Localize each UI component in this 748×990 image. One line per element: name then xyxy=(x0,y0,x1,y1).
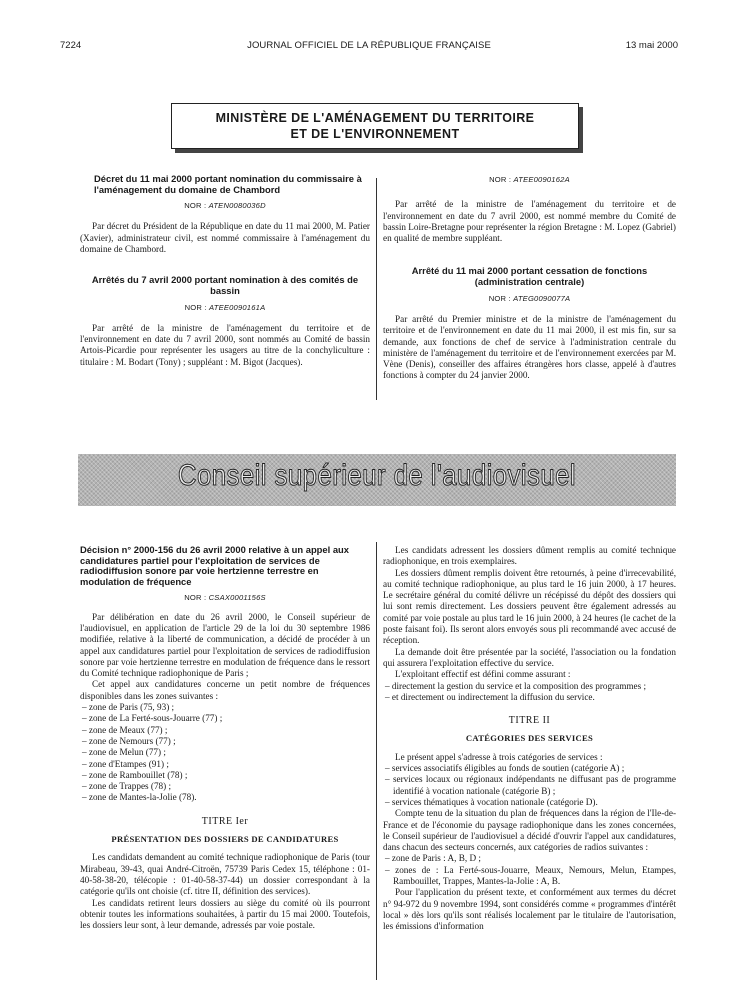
paragraph: Pour l'application du présent texte, et conformément aux termes du décret n° 94-972 du 9 novembre 1994, sont considérés comme « programmes d'intérêt local » dès lors qu'ils sont réalisés localement par le titulaire de l'autorisation, les émissions d'information xyxy=(383,887,676,932)
nor-code: ATEG0090077A xyxy=(513,293,571,303)
ministry-right-column xyxy=(383,174,676,382)
page-number: 7224 xyxy=(60,40,82,51)
paragraph: Les candidats retirent leurs dossiers au siège du comité où ils pourront obtenir toutes les informations souhaitées, à partir du 15 mai 2000. Toutefois, les dossiers leur sont, à leur demande, adressés par voie postale. xyxy=(80,897,370,931)
paragraph: Les candidats demandent au comité technique radiophonique de Paris (tour Mirabeau, 39-43, quai André-Citroën, 75739 Paris Cedex 15, téléphone : 01-40-58-38-20, télécopie : 01-40-58-37-44) un dossier correspondant à la catégorie qu'ils ont choisie (cf. titre II, définition des services). xyxy=(80,852,370,897)
list-item: – directement la gestion du service et la composition des programmes ; xyxy=(385,680,647,691)
decree-body: Par arrêté du Premier ministre et de la ministre de l'aménagement du territoire et de l'environnement en date du 11 mai 2000, il est mis fin, sur sa demande, aux fonctions de chef de service à l'administration centrale du ministère de l'aménagement du territoire et de l'environnement exercées par M. Vène (Denis), conseiller des affaires étrangères hors classe, appelé à d'autres fonctions à compter du 24 janvier 2000. xyxy=(383,313,676,381)
nor-code: ATEE0090162A xyxy=(513,175,570,184)
nor-code: ATEE0090161A xyxy=(209,302,266,312)
csa-left-column xyxy=(80,545,370,931)
csa-section-banner xyxy=(78,454,676,506)
zone-item: – zone de Paris (75, 93) ; xyxy=(82,702,175,713)
zone-category-item: – zones de : La Ferté-sous-Jouarre, Meaux, Nemours, Melun, Etampes, Rambouillet, Trappes, Mantes-la-Jolie : A, B. xyxy=(385,864,676,887)
zone-item: – zone de Trappes (78) ; xyxy=(82,781,172,792)
nor-label: NOR : xyxy=(488,293,511,303)
paragraph: Par délibération en date du 26 avril 2000, le Conseil supérieur de l'audiovisuel, en application de l'article 29 de la loi du 30 septembre 1986 modifiée, relative à la liberté de communication, a décidé de procéder à un appel aux candidatures partiel pour l'exploitation de services de radiodiffusion sonore par voie hertzienne terrestre en modulation de fréquence dans le ressort du Comité technique radiophonique de Paris ; xyxy=(80,611,370,679)
page-header xyxy=(60,40,678,54)
zone-item: – zone de Rambouillet (78) ; xyxy=(82,769,188,780)
titre-subheading: PRÉSENTATION DES DOSSIERS DE CANDIDATURES xyxy=(111,834,339,845)
paragraph: La demande doit être présentée par la société, l'association ou la fondation qui assurera l'exploitation effective du service. xyxy=(383,646,676,668)
category-item: – services thématiques à vocation nationale (catégorie D). xyxy=(385,796,598,807)
category-item: – services locaux ou régionaux indépendants ne diffusant pas de programme identifié à vocation nationale (catégorie B) ; xyxy=(385,774,676,796)
titre-heading: TITRE Ier xyxy=(201,815,249,827)
paragraph: Compte tenu de la situation du plan de fréquences dans la région de l'Ile-de-France et de l'économie du paysage radiophonique dans les zones concernées, le Conseil supérieur de l'audiovisuel a décidé d'ouvrir l'appel aux candidatures, dans chacun des secteurs concernés, aux catégories de radios suivantes : xyxy=(383,808,676,853)
decree-nor xyxy=(383,293,676,304)
decree-body: Par arrêté de la ministre de l'aménagement du territoire et de l'environnement en date du 7 avril 2000, est nommé membre du Comité de bassin Loire-Bretagne pour représenter la région Bretagne : M. Lopez (Gabriel) en qualité de membre suppléant. xyxy=(383,199,676,244)
csa-right-column xyxy=(383,545,676,933)
decree-title: Décret du 11 mai 2000 portant nomination du commissaire à l'aménagement du domaine de Chambord xyxy=(94,173,362,195)
list-item: – et directement ou indirectement la diffusion du service. xyxy=(385,691,595,702)
zone-item: – zone d'Etampes (91) ; xyxy=(82,758,169,769)
decree-nor xyxy=(383,174,676,185)
paragraph: Les candidats adressent les dossiers dûment remplis au comité technique radiophonique, en trois exemplaires. xyxy=(383,545,676,567)
column-divider-bottom xyxy=(376,542,377,980)
decree-title: Arrêtés du 7 avril 2000 portant nomination à des comités de bassin xyxy=(91,274,359,296)
paragraph: Les dossiers dûment remplis doivent être retournés, à peine d'irrecevabilité, au comité technique radiophonique, au plus tard le 16 juin 2000, à 17 heures. Le secrétaire général du comité délivre un récépissé du dépôt des dossiers qui lui sont remis directement. Les dossiers peuvent être également adressés au comité par voie postale au plus tard le 16 juin 2000, à 24 heures (le cachet de la poste faisant foi). Ils seront alors envoyés sous pli recommandé avec accusé de réception. xyxy=(383,567,676,646)
decision-title: Décision n° 2000-156 du 26 avril 2000 relative à un appel aux candidatures partiel pour l'exploitation de services de radiodiffusion sonore par voie hertzienne terrestre en modulation de fréquence xyxy=(80,544,349,587)
category-item: – services associatifs éligibles au fonds de soutien (catégorie A) ; xyxy=(385,763,625,774)
journal-title: JOURNAL OFFICIEL DE LA RÉPUBLIQUE FRANÇAISE xyxy=(247,40,491,51)
decree-body: Par arrêté de la ministre de l'aménagement du territoire et de l'environnement en date du 7 avril 2000, sont nommés au Comité de bassin Artois-Picardie pour représenter les usagers au titre de la conchyliculture : titulaire : M. Bodart (Tony) ; suppléant : M. Bigot (Jacques). xyxy=(80,322,370,367)
zone-item: – zone de Meaux (77) ; xyxy=(82,724,168,735)
zone-item: – zone de La Ferté-sous-Jouarre (77) ; xyxy=(82,713,223,724)
decision-nor xyxy=(80,592,370,603)
decree-nor xyxy=(80,302,370,313)
ministry-heading-line2: ET DE L'ENVIRONNEMENT xyxy=(290,127,460,141)
zone-item: – zone de Nemours (77) ; xyxy=(82,735,176,746)
nor-code: CSAX0001156S xyxy=(208,593,266,603)
nor-label: NOR : xyxy=(184,201,207,211)
ministry-left-column xyxy=(80,174,370,368)
titre-subheading: CATÉGORIES DES SERVICES xyxy=(465,733,594,744)
ministry-heading-box xyxy=(171,103,579,149)
nor-label: NOR : xyxy=(184,593,207,603)
decree-title: Arrêté du 11 mai 2000 portant cessation de fonctions (administration centrale) xyxy=(411,265,648,288)
decree-nor xyxy=(80,200,370,211)
paragraph: Cet appel aux candidatures concerne un petit nombre de fréquences disponibles dans les zones suivantes : xyxy=(80,679,370,701)
zone-item: – zone de Melun (77) ; xyxy=(82,747,166,758)
titre-heading: TITRE II xyxy=(508,715,551,727)
nor-label: NOR : xyxy=(184,302,207,312)
column-divider-top xyxy=(376,178,377,400)
paragraph: Le présent appel s'adresse à trois catégories de services : xyxy=(395,751,603,762)
nor-label: NOR : xyxy=(489,175,512,184)
nor-code: ATEN0080036D xyxy=(208,201,266,211)
issue-date: 13 mai 2000 xyxy=(625,40,678,51)
zone-category-item: – zone de Paris : A, B, D ; xyxy=(385,853,481,864)
decree-body: Par décret du Président de la République en date du 11 mai 2000, M. Patier (Xavier), administrateur civil, est nommé commissaire à l'aménagement du domaine de Chambord. xyxy=(80,221,370,255)
zone-item: – zone de Mantes-la-Jolie (78). xyxy=(82,792,197,803)
ministry-heading-line1: MINISTÈRE DE L'AMÉNAGEMENT DU TERRITOIRE xyxy=(215,111,535,125)
csa-banner-title: Conseil supérieur de l'audiovisuel xyxy=(177,459,577,492)
paragraph: L'exploitant effectif est défini comme assurant : xyxy=(395,669,571,680)
